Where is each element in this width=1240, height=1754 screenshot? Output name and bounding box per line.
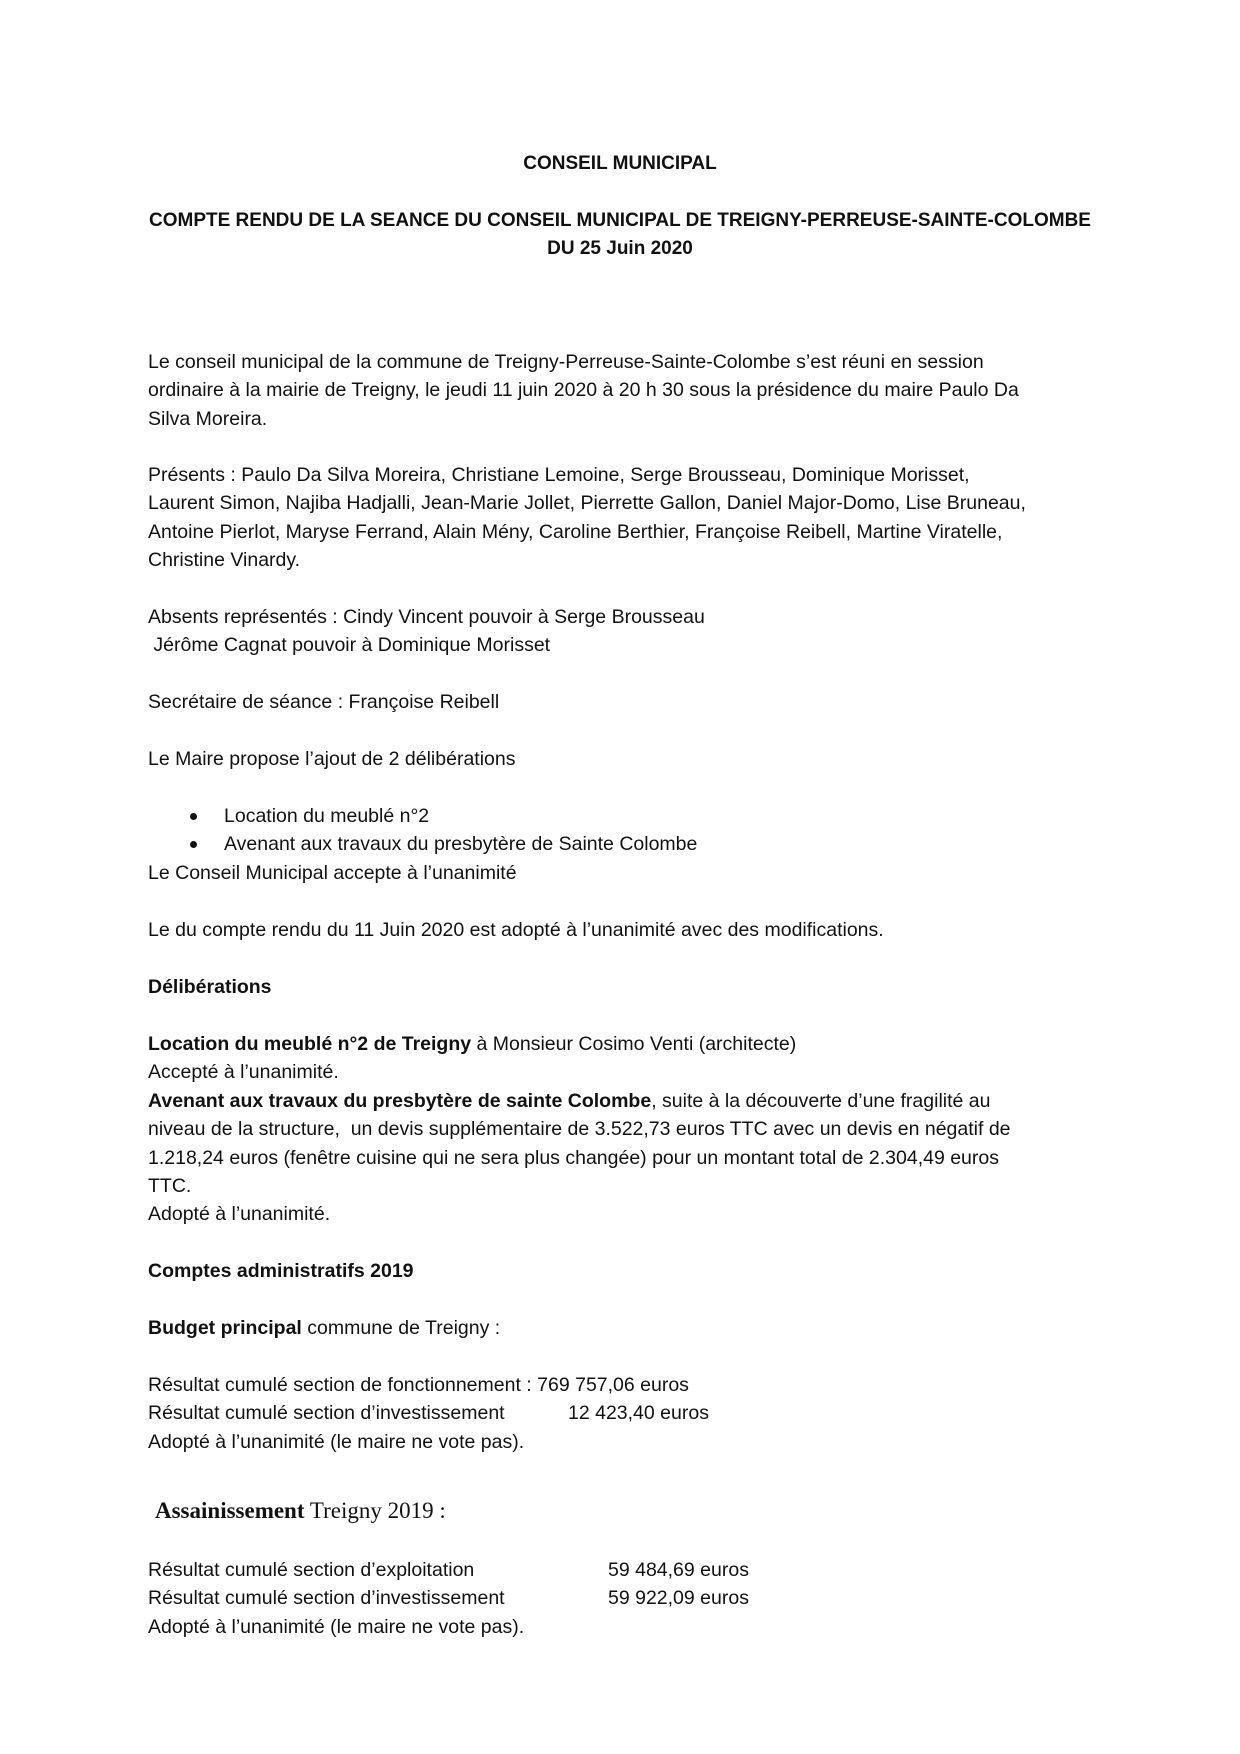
intro-line: Le conseil municipal de la commune de Treigny-Perreuse-Sainte-Colombe s’est réuni en session [148,351,984,373]
document-title: CONSEIL MUNICIPAL [523,153,717,174]
budget-results [148,1371,1108,1456]
location-title: Location du meublé n°2 de Treigny [148,1033,472,1055]
assainissement-results [148,1556,1108,1641]
investissement-row [148,1399,1108,1427]
comptes-heading: Comptes administratifs 2019 [148,1260,414,1282]
assainissement-result: Adopté à l’unanimité (le maire ne vote pas). [148,1615,525,1638]
avenant-line: niveau de la structure, un devis supplémentaire de 3.522,73 euros TTC avec un devis en négatif de [148,1118,1011,1141]
list-item [148,830,1048,858]
assainissement-title: Assainissement [155,1498,305,1523]
budget-line [148,1314,1108,1342]
assainissement-heading [155,1496,446,1526]
investissement-label: Résultat cumulé section d’investissement [148,1402,505,1425]
avenant-detail: , suite à la découverte d’une fragilité au [651,1089,991,1112]
avenant-line [148,1087,1108,1115]
exploitation-value: 59 484,69 euros [608,1559,749,1581]
budget-title: Budget principal [148,1317,302,1339]
intro-line: ordinaire à la mairie de Treigny, le jeudi 11 juin 2020 à 20 h 30 sous la présidence du maire Paulo Da [148,379,1019,402]
absents-line: Jérôme Cagnat pouvoir à Dominique Morisset [148,634,551,657]
assainissement-investissement-value: 59 922,09 euros [608,1587,749,1610]
deliberations-block [148,1030,1108,1229]
location-line [148,1030,1108,1058]
ajout-acceptance: Le Conseil Municipal accepte à l’unanimité [148,862,517,884]
presents-paragraph [148,461,1108,575]
avenant-line: 1.218,24 euros (fenêtre cuisine qui ne sera plus changée) pour un montant total de 2.304,49 euros [148,1146,999,1169]
absents-line: Absents représentés : Cindy Vincent pouvoir à Serge Brousseau [148,606,705,628]
budget-detail: commune de Treigny : [301,1317,501,1339]
list-item-label: Location du meublé n°2 [224,805,430,827]
assainissement-investissement-row [148,1584,1108,1612]
budget-result: Adopté à l’unanimité (le maire ne vote pas). [148,1430,525,1453]
investissement-value: 12 423,40 euros [568,1402,709,1425]
compte-rendu-line: Le du compte rendu du 11 Juin 2020 est adopté à l’unanimité avec des modifications. [148,919,884,941]
secretaire-line: Secrétaire de séance : Françoise Reibell [148,691,500,713]
location-result: Accepté à l’unanimité. [148,1061,339,1084]
list-item-label: Avenant aux travaux du presbytère de Sainte Colombe [224,833,698,856]
bullet-icon [190,841,197,848]
presents-line: Christine Vinardy. [148,549,301,572]
exploitation-label: Résultat cumulé section d’exploitation [148,1559,475,1581]
bullet-icon [190,813,197,820]
document-subtitle-line1: COMPTE RENDU DE LA SEANCE DU CONSEIL MUNICIPAL DE TREIGNY-PERREUSE-SAINTE-COLOMBE [149,210,1091,231]
fonctionnement-label: Résultat cumulé section de fonctionnement : [148,1374,538,1396]
exploitation-row [148,1556,1108,1584]
assainissement-investissement-label: Résultat cumulé section d’investissement [148,1587,505,1610]
avenant-result: Adopté à l’unanimité. [148,1203,331,1226]
location-detail: à Monsieur Cosimo Venti (architecte) [471,1033,797,1055]
presents-line: Antoine Pierlot, Maryse Ferrand, Alain Mény, Caroline Berthier, Françoise Reibell, Martine Viratelle, [148,520,1003,543]
avenant-title: Avenant aux travaux du presbytère de sainte Colombe [148,1089,652,1112]
fonctionnement-row [148,1371,1108,1399]
deliberations-heading: Délibérations [148,976,272,998]
ajout-list [148,802,1048,859]
document-subtitle-line2: DU 25 Juin 2020 [547,238,693,259]
ajout-intro: Le Maire propose l’ajout de 2 délibérations [148,748,516,770]
assainissement-detail: Treigny 2019 : [304,1498,446,1523]
intro-paragraph [148,348,1108,433]
fonctionnement-value: 769 757,06 euros [537,1374,689,1396]
presents-line: Laurent Simon, Najiba Hadjalli, Jean-Marie Jollet, Pierrette Gallon, Daniel Major-Domo, Lise Bruneau, [148,492,1026,515]
avenant-line: TTC. [148,1175,192,1198]
presents-line: Présents : Paulo Da Silva Moreira, Christiane Lemoine, Serge Brousseau, Dominique Morisset, [148,464,970,486]
intro-line: Silva Moreira. [148,407,268,430]
list-item [148,802,1048,830]
absents-paragraph [148,603,1108,660]
